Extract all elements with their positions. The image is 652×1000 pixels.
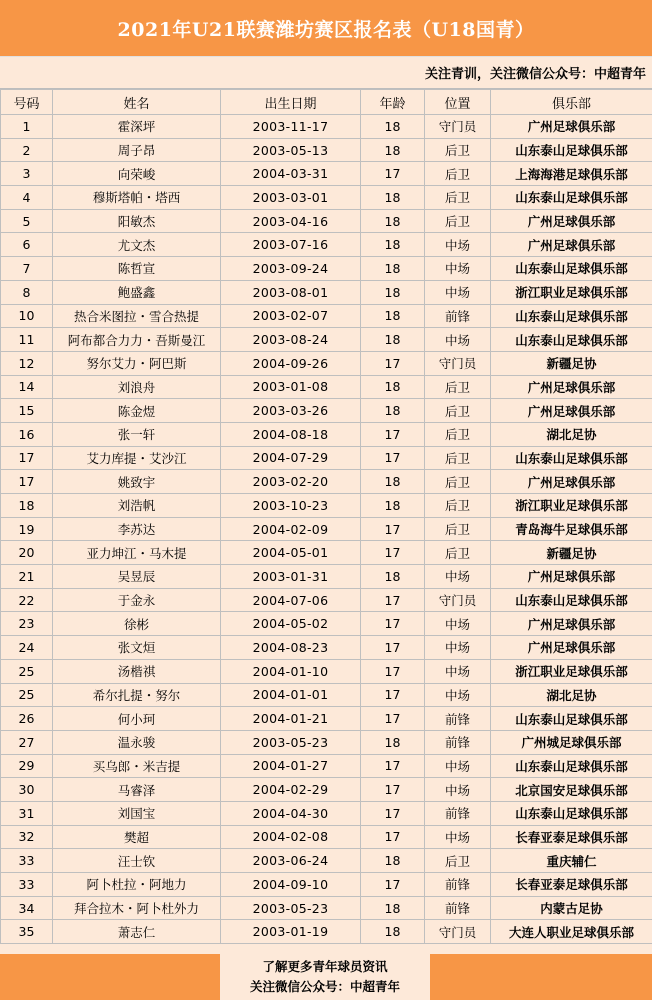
player-number: 26 bbox=[1, 707, 53, 731]
player-dob: 2004-01-21 bbox=[221, 707, 361, 731]
table-row bbox=[1, 825, 652, 849]
player-position: 后卫 bbox=[425, 399, 491, 423]
player-position: 后卫 bbox=[425, 470, 491, 494]
player-number: 33 bbox=[1, 849, 53, 873]
player-dob: 2003-07-16 bbox=[221, 233, 361, 257]
player-club: 广州城足球俱乐部 bbox=[491, 730, 652, 754]
player-dob: 2004-05-02 bbox=[221, 612, 361, 636]
player-age: 17 bbox=[361, 446, 425, 470]
player-dob: 2003-08-24 bbox=[221, 328, 361, 352]
player-age: 17 bbox=[361, 659, 425, 683]
player-dob: 2003-01-08 bbox=[221, 375, 361, 399]
player-position: 前锋 bbox=[425, 304, 491, 328]
table-row bbox=[1, 470, 652, 494]
player-number: 5 bbox=[1, 209, 53, 233]
player-position: 中场 bbox=[425, 257, 491, 281]
player-number: 1 bbox=[1, 115, 53, 139]
player-dob: 2004-03-31 bbox=[221, 162, 361, 186]
player-number: 32 bbox=[1, 825, 53, 849]
player-number: 15 bbox=[1, 399, 53, 423]
table-row bbox=[1, 186, 652, 210]
table-row bbox=[1, 659, 652, 683]
player-position: 中场 bbox=[425, 825, 491, 849]
player-club: 广州足球俱乐部 bbox=[491, 565, 652, 589]
player-dob: 2004-04-30 bbox=[221, 801, 361, 825]
player-name: 姚致宇 bbox=[53, 470, 221, 494]
player-age: 18 bbox=[361, 280, 425, 304]
table-row bbox=[1, 209, 652, 233]
player-name: 阿卜杜拉・阿地力 bbox=[53, 873, 221, 897]
player-dob: 2003-05-23 bbox=[221, 896, 361, 920]
player-number: 27 bbox=[1, 730, 53, 754]
table-row bbox=[1, 730, 652, 754]
player-number: 25 bbox=[1, 659, 53, 683]
player-age: 17 bbox=[361, 778, 425, 802]
table-row bbox=[1, 541, 652, 565]
player-club: 广州足球俱乐部 bbox=[491, 612, 652, 636]
player-name: 穆斯塔帕・塔西 bbox=[53, 186, 221, 210]
player-club: 山东泰山足球俱乐部 bbox=[491, 304, 652, 328]
player-age: 18 bbox=[361, 186, 425, 210]
player-age: 18 bbox=[361, 209, 425, 233]
player-position: 中场 bbox=[425, 683, 491, 707]
player-club: 山东泰山足球俱乐部 bbox=[491, 257, 652, 281]
player-club: 浙江职业足球俱乐部 bbox=[491, 494, 652, 518]
player-age: 18 bbox=[361, 730, 425, 754]
player-position: 后卫 bbox=[425, 494, 491, 518]
player-name: 汤楷祺 bbox=[53, 659, 221, 683]
player-position: 前锋 bbox=[425, 730, 491, 754]
player-position: 前锋 bbox=[425, 707, 491, 731]
player-position: 中场 bbox=[425, 636, 491, 660]
table-row bbox=[1, 494, 652, 518]
footer-line-2: 关注微信公众号：中超青年 bbox=[249, 979, 400, 994]
player-club: 浙江职业足球俱乐部 bbox=[491, 659, 652, 683]
player-position: 后卫 bbox=[425, 186, 491, 210]
player-age: 18 bbox=[361, 399, 425, 423]
player-club: 广州足球俱乐部 bbox=[491, 375, 652, 399]
player-position: 中场 bbox=[425, 659, 491, 683]
player-name: 艾力库提・艾沙江 bbox=[53, 446, 221, 470]
player-position: 守门员 bbox=[425, 351, 491, 375]
table-header-row bbox=[1, 90, 652, 115]
player-dob: 2003-06-24 bbox=[221, 849, 361, 873]
player-number: 3 bbox=[1, 162, 53, 186]
player-dob: 2003-05-13 bbox=[221, 138, 361, 162]
player-position: 守门员 bbox=[425, 920, 491, 944]
table-row bbox=[1, 683, 652, 707]
player-name: 陈金煜 bbox=[53, 399, 221, 423]
player-dob: 2004-07-06 bbox=[221, 588, 361, 612]
player-dob: 2004-01-10 bbox=[221, 659, 361, 683]
player-age: 17 bbox=[361, 825, 425, 849]
player-number: 12 bbox=[1, 351, 53, 375]
player-number: 2 bbox=[1, 138, 53, 162]
player-position: 守门员 bbox=[425, 588, 491, 612]
table-row bbox=[1, 707, 652, 731]
player-name: 热合米图拉・雪合热提 bbox=[53, 304, 221, 328]
player-age: 17 bbox=[361, 683, 425, 707]
player-dob: 2004-02-08 bbox=[221, 825, 361, 849]
table-row bbox=[1, 754, 652, 778]
player-name: 张一轩 bbox=[53, 422, 221, 446]
player-age: 18 bbox=[361, 233, 425, 257]
player-dob: 2003-09-24 bbox=[221, 257, 361, 281]
player-name: 张文烜 bbox=[53, 636, 221, 660]
player-dob: 2003-01-19 bbox=[221, 920, 361, 944]
player-number: 29 bbox=[1, 754, 53, 778]
player-dob: 2004-05-01 bbox=[221, 541, 361, 565]
player-club: 内蒙古足协 bbox=[491, 896, 652, 920]
player-club: 山东泰山足球俱乐部 bbox=[491, 138, 652, 162]
player-name: 吴昱辰 bbox=[53, 565, 221, 589]
table-row bbox=[1, 233, 652, 257]
player-number: 30 bbox=[1, 778, 53, 802]
player-dob: 2003-02-07 bbox=[221, 304, 361, 328]
player-position: 后卫 bbox=[425, 138, 491, 162]
player-name: 尤文杰 bbox=[53, 233, 221, 257]
player-club: 广州足球俱乐部 bbox=[491, 399, 652, 423]
player-position: 后卫 bbox=[425, 375, 491, 399]
player-number: 11 bbox=[1, 328, 53, 352]
player-number: 6 bbox=[1, 233, 53, 257]
table-row bbox=[1, 801, 652, 825]
header-name: 姓名 bbox=[53, 90, 221, 115]
player-dob: 2004-02-29 bbox=[221, 778, 361, 802]
player-position: 中场 bbox=[425, 233, 491, 257]
player-number: 16 bbox=[1, 422, 53, 446]
player-number: 31 bbox=[1, 801, 53, 825]
player-club: 山东泰山足球俱乐部 bbox=[491, 801, 652, 825]
follow-notice: 关注青训，关注微信公众号：中超青年 bbox=[0, 57, 652, 89]
player-age: 17 bbox=[361, 636, 425, 660]
player-dob: 2004-07-29 bbox=[221, 446, 361, 470]
player-name: 樊超 bbox=[53, 825, 221, 849]
player-number: 24 bbox=[1, 636, 53, 660]
table-row bbox=[1, 849, 652, 873]
player-club: 湖北足协 bbox=[491, 683, 652, 707]
player-position: 守门员 bbox=[425, 115, 491, 139]
player-dob: 2003-08-01 bbox=[221, 280, 361, 304]
roster-table bbox=[0, 89, 652, 944]
player-number: 34 bbox=[1, 896, 53, 920]
table-row bbox=[1, 399, 652, 423]
player-number: 19 bbox=[1, 517, 53, 541]
player-club: 北京国安足球俱乐部 bbox=[491, 778, 652, 802]
player-position: 后卫 bbox=[425, 446, 491, 470]
player-dob: 2003-02-20 bbox=[221, 470, 361, 494]
player-name: 萧志仁 bbox=[53, 920, 221, 944]
player-name: 李苏达 bbox=[53, 517, 221, 541]
player-age: 18 bbox=[361, 304, 425, 328]
player-dob: 2003-01-31 bbox=[221, 565, 361, 589]
player-name: 温永骏 bbox=[53, 730, 221, 754]
table-row bbox=[1, 778, 652, 802]
player-age: 18 bbox=[361, 257, 425, 281]
player-club: 长春亚泰足球俱乐部 bbox=[491, 873, 652, 897]
header-position: 位置 bbox=[425, 90, 491, 115]
player-dob: 2004-02-09 bbox=[221, 517, 361, 541]
table-row bbox=[1, 636, 652, 660]
header-age: 年龄 bbox=[361, 90, 425, 115]
player-dob: 2003-03-01 bbox=[221, 186, 361, 210]
player-dob: 2004-01-01 bbox=[221, 683, 361, 707]
player-name: 周子昂 bbox=[53, 138, 221, 162]
player-age: 17 bbox=[361, 707, 425, 731]
header-dob: 出生日期 bbox=[221, 90, 361, 115]
player-name: 汪士钦 bbox=[53, 849, 221, 873]
player-age: 18 bbox=[361, 565, 425, 589]
player-age: 17 bbox=[361, 588, 425, 612]
table-row bbox=[1, 517, 652, 541]
header-club: 俱乐部 bbox=[491, 90, 652, 115]
table-row bbox=[1, 375, 652, 399]
player-age: 18 bbox=[361, 375, 425, 399]
table-row bbox=[1, 304, 652, 328]
player-number: 22 bbox=[1, 588, 53, 612]
table-row bbox=[1, 446, 652, 470]
player-dob: 2003-11-17 bbox=[221, 115, 361, 139]
player-position: 中场 bbox=[425, 328, 491, 352]
player-name: 于金永 bbox=[53, 588, 221, 612]
player-club: 广州足球俱乐部 bbox=[491, 115, 652, 139]
player-number: 7 bbox=[1, 257, 53, 281]
footer-bar bbox=[0, 954, 652, 1000]
player-dob: 2004-09-26 bbox=[221, 351, 361, 375]
player-age: 17 bbox=[361, 162, 425, 186]
player-number: 17 bbox=[1, 446, 53, 470]
player-dob: 2004-01-27 bbox=[221, 754, 361, 778]
player-position: 中场 bbox=[425, 612, 491, 636]
player-club: 长春亚泰足球俱乐部 bbox=[491, 825, 652, 849]
player-age: 17 bbox=[361, 873, 425, 897]
table-row bbox=[1, 565, 652, 589]
player-name: 鲍盛鑫 bbox=[53, 280, 221, 304]
player-name: 徐彬 bbox=[53, 612, 221, 636]
player-name: 努尔艾力・阿巴斯 bbox=[53, 351, 221, 375]
player-age: 17 bbox=[361, 754, 425, 778]
table-row bbox=[1, 280, 652, 304]
player-name: 希尔扎提・努尔 bbox=[53, 683, 221, 707]
player-number: 14 bbox=[1, 375, 53, 399]
player-position: 后卫 bbox=[425, 162, 491, 186]
player-age: 18 bbox=[361, 920, 425, 944]
player-number: 33 bbox=[1, 873, 53, 897]
player-position: 前锋 bbox=[425, 801, 491, 825]
player-club: 山东泰山足球俱乐部 bbox=[491, 754, 652, 778]
player-age: 17 bbox=[361, 351, 425, 375]
player-name: 刘国宝 bbox=[53, 801, 221, 825]
player-dob: 2003-03-26 bbox=[221, 399, 361, 423]
player-age: 18 bbox=[361, 494, 425, 518]
player-age: 18 bbox=[361, 115, 425, 139]
page-title: 2021年U21联赛潍坊赛区报名表（U18国青） bbox=[0, 0, 652, 57]
player-age: 18 bbox=[361, 470, 425, 494]
player-club: 广州足球俱乐部 bbox=[491, 470, 652, 494]
player-age: 17 bbox=[361, 801, 425, 825]
player-number: 8 bbox=[1, 280, 53, 304]
player-age: 18 bbox=[361, 138, 425, 162]
player-name: 何小珂 bbox=[53, 707, 221, 731]
player-club: 重庆辅仁 bbox=[491, 849, 652, 873]
player-name: 刘浪舟 bbox=[53, 375, 221, 399]
player-club: 山东泰山足球俱乐部 bbox=[491, 588, 652, 612]
table-row bbox=[1, 920, 652, 944]
player-number: 35 bbox=[1, 920, 53, 944]
player-age: 17 bbox=[361, 541, 425, 565]
player-position: 中场 bbox=[425, 778, 491, 802]
player-age: 17 bbox=[361, 422, 425, 446]
player-club: 山东泰山足球俱乐部 bbox=[491, 707, 652, 731]
player-number: 23 bbox=[1, 612, 53, 636]
player-position: 后卫 bbox=[425, 422, 491, 446]
table-row bbox=[1, 138, 652, 162]
player-club: 新疆足协 bbox=[491, 351, 652, 375]
player-number: 17 bbox=[1, 470, 53, 494]
player-age: 18 bbox=[361, 328, 425, 352]
player-number: 21 bbox=[1, 565, 53, 589]
player-name: 阳敏杰 bbox=[53, 209, 221, 233]
table-row bbox=[1, 873, 652, 897]
player-position: 中场 bbox=[425, 565, 491, 589]
table-row bbox=[1, 328, 652, 352]
player-name: 霍深坪 bbox=[53, 115, 221, 139]
player-name: 陈哲宣 bbox=[53, 257, 221, 281]
player-position: 后卫 bbox=[425, 517, 491, 541]
player-club: 广州足球俱乐部 bbox=[491, 209, 652, 233]
table-row bbox=[1, 351, 652, 375]
player-club: 广州足球俱乐部 bbox=[491, 636, 652, 660]
player-number: 4 bbox=[1, 186, 53, 210]
table-row bbox=[1, 588, 652, 612]
player-dob: 2003-10-23 bbox=[221, 494, 361, 518]
player-number: 25 bbox=[1, 683, 53, 707]
player-name: 阿布都合力力・吾斯曼江 bbox=[53, 328, 221, 352]
table-row bbox=[1, 422, 652, 446]
player-position: 前锋 bbox=[425, 896, 491, 920]
player-number: 10 bbox=[1, 304, 53, 328]
player-dob: 2003-04-16 bbox=[221, 209, 361, 233]
player-dob: 2004-08-23 bbox=[221, 636, 361, 660]
table-row bbox=[1, 896, 652, 920]
table-row bbox=[1, 115, 652, 139]
table-row bbox=[1, 257, 652, 281]
player-age: 17 bbox=[361, 517, 425, 541]
player-age: 18 bbox=[361, 849, 425, 873]
footer-line-1: 了解更多青年球员资讯 bbox=[262, 959, 388, 974]
player-club: 山东泰山足球俱乐部 bbox=[491, 328, 652, 352]
player-position: 后卫 bbox=[425, 849, 491, 873]
player-club: 山东泰山足球俱乐部 bbox=[491, 186, 652, 210]
player-club: 浙江职业足球俱乐部 bbox=[491, 280, 652, 304]
player-number: 18 bbox=[1, 494, 53, 518]
table-row bbox=[1, 162, 652, 186]
player-club: 青岛海牛足球俱乐部 bbox=[491, 517, 652, 541]
player-dob: 2003-05-23 bbox=[221, 730, 361, 754]
player-club: 湖北足协 bbox=[491, 422, 652, 446]
player-dob: 2004-09-10 bbox=[221, 873, 361, 897]
player-club: 大连人职业足球俱乐部 bbox=[491, 920, 652, 944]
player-age: 18 bbox=[361, 896, 425, 920]
player-number: 20 bbox=[1, 541, 53, 565]
footer-box bbox=[220, 954, 430, 1000]
player-name: 向荣峻 bbox=[53, 162, 221, 186]
player-position: 中场 bbox=[425, 754, 491, 778]
player-position: 前锋 bbox=[425, 873, 491, 897]
roster-body bbox=[1, 115, 652, 944]
player-club: 山东泰山足球俱乐部 bbox=[491, 446, 652, 470]
player-name: 刘浩帆 bbox=[53, 494, 221, 518]
player-position: 后卫 bbox=[425, 209, 491, 233]
player-age: 17 bbox=[361, 612, 425, 636]
table-row bbox=[1, 612, 652, 636]
player-club: 新疆足协 bbox=[491, 541, 652, 565]
header-num: 号码 bbox=[1, 90, 53, 115]
player-position: 中场 bbox=[425, 280, 491, 304]
player-position: 后卫 bbox=[425, 541, 491, 565]
player-name: 拜合拉木・阿卜杜外力 bbox=[53, 896, 221, 920]
player-name: 马睿泽 bbox=[53, 778, 221, 802]
player-club: 广州足球俱乐部 bbox=[491, 233, 652, 257]
player-club: 上海海港足球俱乐部 bbox=[491, 162, 652, 186]
player-name: 亚力坤江・马木提 bbox=[53, 541, 221, 565]
player-dob: 2004-08-18 bbox=[221, 422, 361, 446]
player-name: 买乌郎・米吉提 bbox=[53, 754, 221, 778]
